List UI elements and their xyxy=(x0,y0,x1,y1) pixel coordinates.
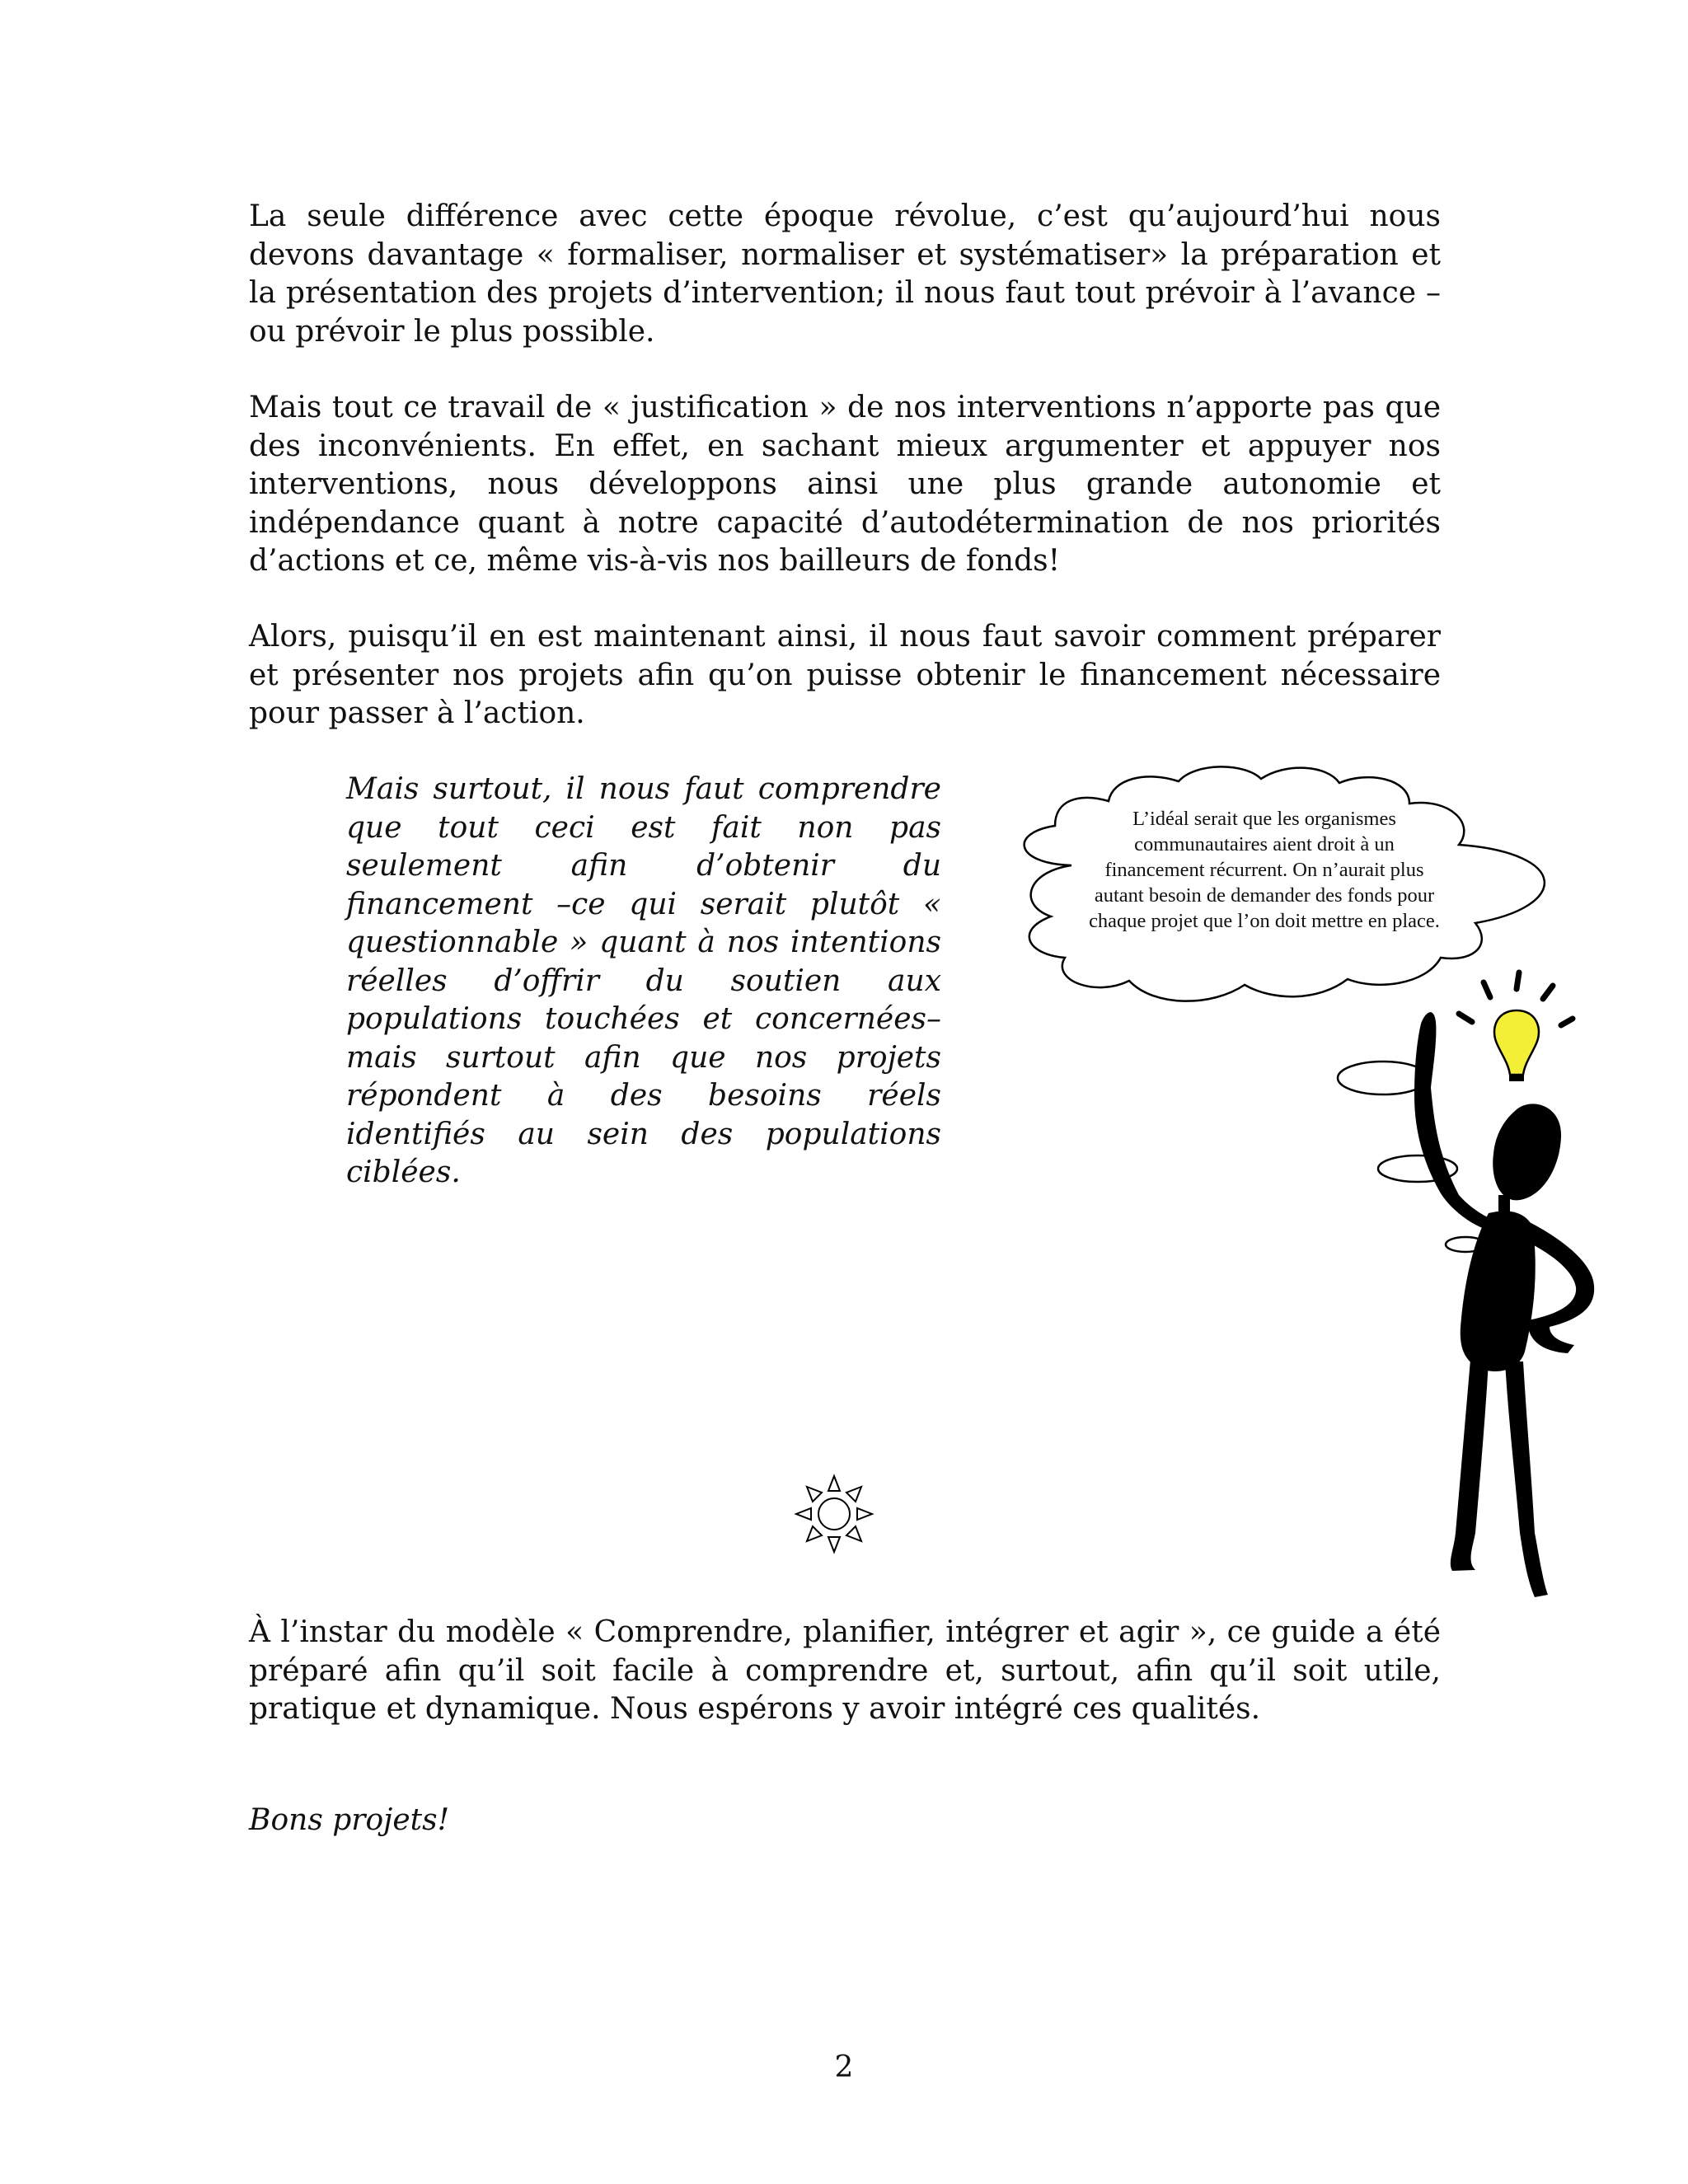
lightbulb-icon xyxy=(1459,972,1573,1081)
sun-icon xyxy=(793,1473,875,1555)
paragraph-guide-model: À l’instar du modèle « Comprendre, planifier, intégrer et agir », ce guide a été préparé afin qu’il soit facile à comprendre et, surtout, afin qu’il soit utile, pratique et dynamique. Nous espérons y avoir intégré ces qualités. xyxy=(249,1615,1441,1726)
stick-figure xyxy=(1414,1012,1594,1597)
paragraph-intro: La seule différence avec cette époque révolue, c’est qu’aujourd’hui nous devons davantage « formaliser, normaliser et systématiser» la préparation et la présentation des projets d’intervention; il nous faut tout prévoir à l’avance –ou prévoir le plus possible. xyxy=(249,199,1441,349)
thought-bubble-text: L’idéal serait que les organismes communautaires aient droit à un financement récurrent. On n’aurait plus autant besoin de demander des fonds pour chaque projet que l’on doit mettre en place. xyxy=(1089,808,1440,932)
italic-quote: Mais surtout, il nous faut comprendre que tout ceci est fait non pas seulement afin d’obtenir du financement –ce qui serait plutôt « questionnable » quant à nos intentions réelles d’offrir du soutien aux populations touchées et concernées– mais surtout afin que nos projets répondent à des besoins réels identifiés au sein des populations ciblées. xyxy=(346,772,941,1189)
paragraph-justification: Mais tout ce travail de « justification » de nos interventions n’apporte pas que des inconvénients. En effet, en sachant mieux argumenter et appuyer nos interventions, nous développons ainsi une plus grande autonomie et indépendance quant à notre capacité d’autodétermination de nos priorités d’actions et ce, même vis-à-vis nos bailleurs de fonds! xyxy=(249,391,1441,578)
paragraph-preparation: Alors, puisqu’il en est maintenant ainsi, il nous faut savoir comment préparer et présenter nos projets afin qu’on puisse obtenir le financement nécessaire pour passer à l’action. xyxy=(249,620,1441,730)
page-number: 2 xyxy=(834,2050,854,2084)
closing-line: Bons projets! xyxy=(249,1803,450,1837)
